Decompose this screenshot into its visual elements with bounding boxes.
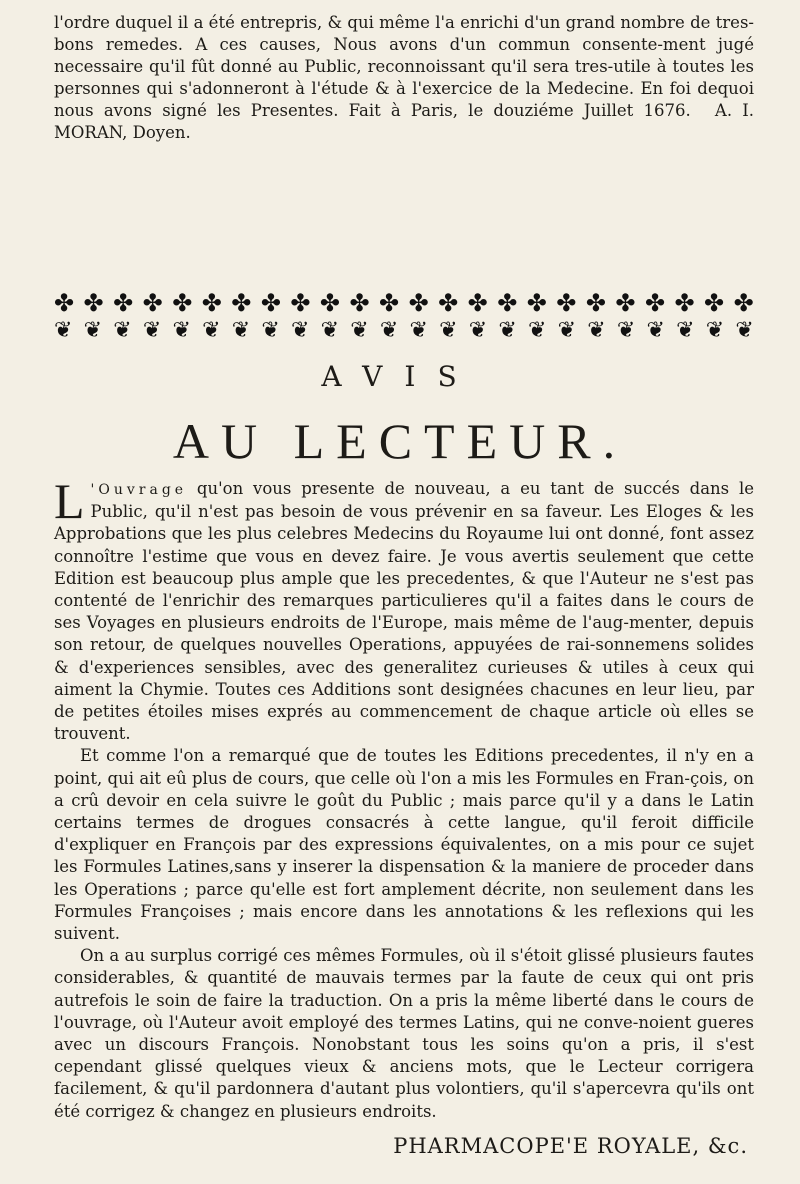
- body-text: [54, 473, 754, 1123]
- fleuron-ornament: ✤: [319, 289, 341, 317]
- fleuron-ornament: ❦: [498, 318, 517, 343]
- fleuron-ornament: ✤: [585, 289, 606, 317]
- fleuron-ornament: ❦: [735, 318, 754, 343]
- fleuron-ornament: ✤: [231, 289, 252, 317]
- ouvrage-smallcaps: 'Ouvrage: [90, 482, 188, 498]
- fleuron-ornament: ❦: [291, 318, 310, 343]
- intro-block: [54, 12, 754, 144]
- fleuron-ornament: ✤: [497, 289, 518, 317]
- fleuron-ornament: ✤: [142, 289, 163, 317]
- intro-text: l'ordre duquel il a été entrepris, & qui même l'a enrichi d'un grand nombre de tres-bons remedes. A ces causes, Nous avons d'un commun consente-ment jugé necessaire qu'il fût donné au Public, reconnoissant qu'il sera tres-utile à toutes les personnes qui s'adonneront à l'étude & à l'exercice de la Medecine. En foi dequoi nous avons signé les Presentes. Fait à Paris, le douziéme Juillet 1676.: [54, 13, 754, 120]
- fleuron-ornament: ✤: [704, 289, 725, 317]
- paragraph-1-text: qu'on vous presente de nouveau, a eu tant de succés dans le Public, qu'il n'est pas besoin de vous prévenir en sa faveur. Les Eloges & les Approbations que les plus celebres Medecins du Royaume lui ont donné, font assez connoître l'estime que vous en devez faire. Je vous avertis seulement que cette Edition est beaucoup plus ample que les precedentes, & que l'Auteur ne s'est pas contenté de l'enrichir des remarques particulieres qu'il a faites dans le cours de ses Voyages en plusieurs endroits de l'Europe, mais même de l'aug-menter, depuis son retour, de quelques nouvelles Operations, appuyées de rai-sonnemens solides & d'experiences sensibles, avec des generalitez curieuses & utiles à ceux qui aiment la Chymie. Toutes ces Additions sont designées chacunes en leur lieu, par de petites étoiles mises exprés au commencement de chaque article où elles se trouvent.: [54, 479, 754, 744]
- fleuron-ornament: ❦: [528, 318, 547, 343]
- intro-paragraph: [54, 12, 754, 144]
- fleuron-ornament: ❦: [379, 318, 399, 343]
- fleuron-ornament: ❦: [705, 318, 725, 343]
- fleuron-ornament: ✤: [438, 289, 459, 317]
- paragraph-3: On a au surplus corrigé ces mêmes Formules, où il s'étoit glissé plusieurs fautes considerables, & quantité de mauvais termes par la faute de ceux qui ont pris autrefois le soin de faire la traduction. On a pris la même liberté dans le cours de l'ouvrage, où l'Auteur avoit employé des termes Latins, qui ne conve-noient gueres avec un discours François. Nonobstant tous les soins qu'on a pris, il s'est cependant glissé quelques vieux & anciens mots, que le Lecteur corrigera facilement, & qu'il pardonnera d'autant plus volontiers, qu'il s'apercevra qu'ils ont été corrigez & changez en plusieurs endroits.: [54, 946, 754, 1121]
- fleuron-ornament: ✤: [83, 289, 104, 317]
- fleuron-ornament: ✤: [379, 289, 400, 317]
- fleuron-ornament: ✤: [260, 289, 281, 317]
- fleuron-ornament: ✤: [408, 289, 429, 317]
- fleuron-ornament: ❦: [320, 318, 340, 343]
- fleuron-ornament: ❦: [202, 318, 221, 343]
- fleuron-ornament: ❦: [261, 318, 280, 343]
- heading-au-lecteur: AU LECTEUR.: [172, 413, 628, 469]
- fleuron-ornament: ✤: [733, 289, 754, 317]
- paragraph-1: [54, 473, 754, 745]
- fleuron-ornament: ❦: [439, 318, 458, 343]
- fleuron-ornament: ✤: [113, 289, 134, 317]
- fleuron-ornament: ❦: [350, 318, 369, 343]
- heading-avis: AVIS: [321, 360, 479, 393]
- paragraph-2: Et comme l'on a remarqué que de toutes les Editions precedentes, il n'y en a point, qui ait eû plus de cours, que celle où l'on a mis les Formules en Fran-çois, on a crû devoir en cela suivre le goût du Public ; mais parce qu'il y a dans le Latin certains termes de drogues consacrés à cette langue, qu'il feroit difficile d'expliquer en François par des expressions équivalentes, on a mis pour ce sujet les Formules Latines,sans y inserer la dispensation & la maniere de proceder dans les Operations ; parce qu'elle est fort amplement décrite, non seulement dans les Formules Françoises ; mais encore dans les annotations & les reflexions qui les suivent.: [54, 746, 754, 944]
- ornament-band-top: [54, 288, 754, 318]
- fleuron-ornament: ❦: [587, 318, 606, 343]
- fleuron-ornament: ✤: [172, 289, 193, 317]
- fleuron-ornament: ✤: [290, 289, 311, 317]
- fleuron-ornament: ❦: [172, 318, 191, 343]
- fleuron-ornament: ❦: [616, 318, 636, 343]
- catchword: PHARMACOPE'E ROYALE, &c.: [393, 1134, 748, 1158]
- fleuron-ornament: ❦: [409, 318, 428, 343]
- fleuron-ornament: ❦: [113, 318, 132, 343]
- fleuron-ornament: ❦: [676, 318, 695, 343]
- fleuron-ornament: ❦: [83, 318, 103, 343]
- fleuron-ornament: ❦: [646, 318, 665, 343]
- fleuron-ornament: ✤: [674, 289, 695, 317]
- fleuron-ornament: ❦: [142, 318, 162, 343]
- fleuron-ornament: ✤: [54, 289, 75, 317]
- intro-signature: A. I. MORAN, Doyen.: [54, 101, 755, 142]
- fleuron-ornament: ✤: [556, 289, 577, 317]
- fleuron-ornament: ✤: [615, 289, 636, 317]
- fleuron-ornament: ❦: [557, 318, 577, 343]
- fleuron-ornament: ✤: [644, 289, 666, 317]
- drop-cap: L: [54, 473, 85, 529]
- fleuron-ornament: ✤: [201, 289, 222, 317]
- ornament-band-bottom: [54, 316, 754, 346]
- fleuron-ornament: ❦: [231, 318, 251, 343]
- fleuron-ornament: ✤: [526, 289, 547, 317]
- fleuron-ornament: ❦: [54, 318, 73, 343]
- fleuron-ornament: ✤: [467, 289, 488, 317]
- fleuron-ornament: ❦: [468, 318, 488, 343]
- fleuron-ornament: ✤: [349, 289, 370, 317]
